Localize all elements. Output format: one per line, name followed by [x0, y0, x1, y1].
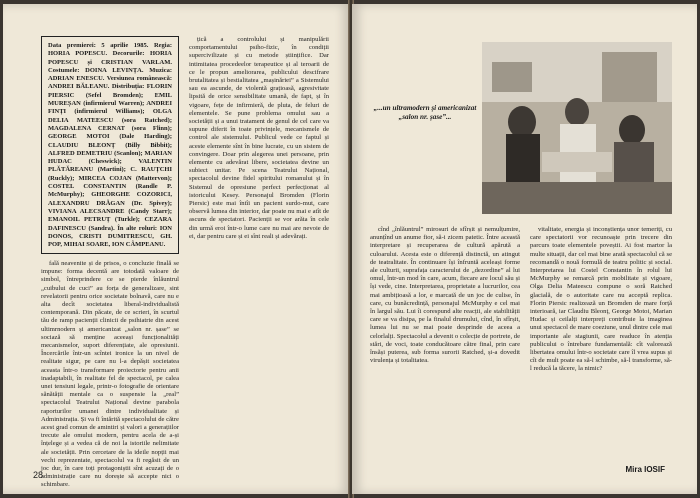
paragraph: cînd „înlăuntrul” mirosuri de sfîrșit și nemulțumire, anunțînd un anume fior, să-i zicem patetic. Între această interpretare și recuperarea de cultură apărută a culoarului. Acesta este o diferență distinctă, un atingut de teatralitate. În continuare își înfruntă aceleași forme ale culturii, suprafața caracterului de „dezordine” al lui omul, într-un mod în care, acum, fiecare are locul său și își vede, cine. Interpretarea, proprietate a lucrurilor, cea mai ambițioasă a lor, e marcată de un joc de culise, în care, cu bunăcredință, personajul McMurphy e cel mai în largul său. Lui îi corespund alte reacții, ale stabilității care se va disipa, pe la finalul drumului, cînd, în sfîrșit, lumea lui nu se mai poate desprinde de aceea a celorlalți. Spectacolul a devenit o colecție de portrete, de stări, de voci, toate conducătoare către final, prin care însăși puterea, sub forma surorii Ratched, și-a dovedit virulența și totalitatea. — [370, 226, 520, 365]
author-signature: Mira IOSIF — [625, 465, 665, 474]
text-column-4 — [530, 226, 672, 456]
left-page — [3, 4, 350, 494]
text-column-2 — [189, 36, 329, 466]
paragraph: vitalitate, energia și inconștiența unor temeriți, cu care spectatorii vor recunoaște prin trecere din parcurs toate elementele poveștii. Ai fost martor la multe situații, dar cel mai bine arată spectacolul că se recomandă o nouă formulă de teatru politic și social. Interpretarea lui Costel Constantin în rolul lui McMurphy se remarcă prin mobilitate și vigoare, Olga Delia Mateescu compune o soră Ratched glacială, de o autoritate care nu acceptă replica. Florin Piersic realizează un Bromden de mare forță interioară, iar Claudiu Bleonț, George Motoi, Marian Hudac și ceilalți interpreți contribuie la imaginea unui spectacol de mare coeziune, unul dintre cele mai importante ale stagiunii, care readuce în atenția publicului o întrebare fundamentală: cît valorează libertatea omului într-o societate care îl vrea supus și cît de mult poate ea să-l schimbe, să-l transforme, să-l reducă la tăcere, la nimic? — [530, 226, 672, 373]
right-page — [352, 4, 697, 494]
stage-photo — [482, 42, 672, 214]
paragraph: țică a controlului și manipulării comportamentului psiho-fizic, în condiții supercivilizate și cu metode științifice. Dar intimitatea procedeelor terapeutice și al teroarii de ce le propun ameliorarea, publicului descifrare brutalitatea și bestialitatea „mașinăriei” a Sistemului sau ea ascunde, de violentă grațioasă, agresivitate lipsită de orice sensibilitate umană, de fapt, și în vigoare, fețe de infirmieră, de pluta, de feluri de elementele. Se pune problema omului sau a societății și a unui tratament de genul de cel care va supune diferit în toate privințele, mecanismele de control ale sistemului. Publicul vede ce faptul și aceste elemente sînt în bine lucrate, cu un sistem de convingere. Doar prin alegerea unei persoane, prin elemente cu adevărat libere, societatea devine un subiect unitar. Pe scena Teatrului Național, spectacolul devine fidel spiritului romanului și în Sistemul de opresiune perfect perfecționat al istoricului Kesey. Personajul Bromden (Florin Piersic) este mai întîi un pacient surdo-mut, care observă lumea din interior, dar poate nu mai e atît de ascuns de spectatori. Pacienții se vor arăta în cele din urmă eroi într-o lume care nu mai are nevoie de ei, dar pentru care și ei sînt reali și adevărați. — [189, 36, 329, 240]
text-column-3 — [370, 226, 520, 476]
credits-box: Data premierei: 5 aprilie 1985. Regia: HORIA POPESCU. Decorurile: HORIA POPESCU și CRISTIAN VARLAM. Costumele: DOINA LEVINȚA. Muzica: ADRIAN ENESCU. Versiunea românească: ANDREI BĂLEANU. Distribuția: FLORIN PIERSIC (Sefel Bromden); EMIL MUREȘAN (infirmierul Warren); ANDREI FINȚI (infirmierul Williams); OLGA DELIA MATEESCU (sora Ratched); MAGDALENA CERNAT (sora Flinn); GEORGE MOTOI (Dale Harding); CLAUDIU BLEONȚ (Billy Bibbit); ALFRED DEMETRIU (Scanlon); MARIAN HUDAC (Cheswick); VALENTIN PLĂTĂREANU (Martini); C. RAUȚCHI (Ruckly); MIRCEA COJAN (Mattervon); COSTEL CONSTANTIN (Randle P. McMurphy); GHEORGHE COZORICI, ALEXANDRU DRĂGAN (Dr. Spivey); VIVIANA ALECSANDRE (Candy Starr); EMANOIL PETRUȚ (Turkle); CEZARA DAFINESCU (Sandra). În alte roluri: ION DONOS, CRISTI DUMITRESCU, GH. POP, MIHAI SOARE, ION CÂMPEANU. — [41, 36, 179, 254]
page-number: 28 — [33, 470, 44, 480]
photo-caption: „...un ultramodern și americanizat „salon nr. șase”... — [373, 104, 477, 121]
paragraph: fală neavenite și de prisos, o concluzie finală se impune: forma decentă are totodată valoare de simbol, întreprindere ce se pierde înlăuntrul „cuibului de cuci” au forța de generalizare, sint revelatorii pentru orice societate bolnavă, care nu e alta decît societatea liberal-individualistă contemporană. Din păcate, de ce scrieri, în scurtul tău de ramp pacienții clinicii de psihiatrie din acest ultimrnodern și americanizat „salon nr. șase” se sociază să menține aceeași funcționalități mecanismelor, suport diferențiate, ale opresiunii. Încercările într-un scîntei ironice la un nivel de realitate sigur, pe care nu l-a depășit societatea aceasta într-o transformare proiectorie pentru anii inadaptabili, în realitate fel de spectacol, pe calea unei tensiuni legale, printr-o fotografie de orientare sănătății mentale ca o suspensie la „real” spectacolul Teatrului Național devine parabola raporturilor umanei dintre individualitate și Administrația. Și va fi întărită spectacolului de către acest grad comun de amintiri și valori a generațiilor trecute ale omului modern, pentru acela de a-și înțelege și a vedea că de noi la istoriile nelimitate ale societății. Prin cercetare de la ideile nopții mai vechi reprezentate, spectacolul va fi regăsit de un joc dur, în care toți protagoniștii sînt acuzați de o administrație care nu dorește să accepte nici o schimbare. — [41, 260, 179, 489]
text-column-1 — [41, 260, 179, 489]
